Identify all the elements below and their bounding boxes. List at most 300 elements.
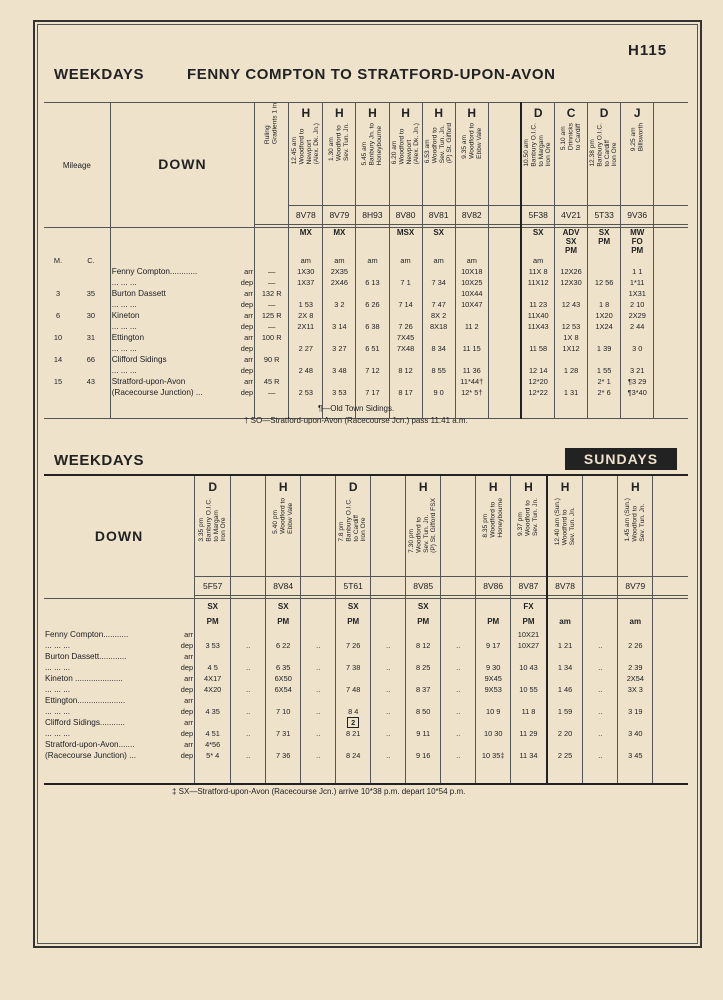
time-cell-text: ..: [598, 751, 603, 760]
am-pm: [521, 255, 554, 266]
blank-col: [654, 266, 688, 277]
headcode-text: 5F38: [528, 209, 548, 220]
time-cell: [621, 387, 654, 398]
time-cell: [621, 299, 654, 310]
time-cell: [195, 750, 231, 761]
time-cell: [488, 299, 521, 310]
time-cell: [476, 640, 511, 651]
time-cell-text: 2X35: [330, 267, 348, 276]
time-cell: [521, 266, 554, 277]
arr-dep-text: dep: [180, 707, 194, 716]
headcode: [621, 206, 654, 225]
headcode-text: 5T61: [343, 580, 363, 591]
train-class: [301, 475, 336, 498]
time-cell: [476, 651, 511, 662]
time-cell: [336, 629, 371, 640]
time-cell-text: ..: [246, 641, 251, 650]
time-cell-text: ..: [246, 685, 251, 694]
time-cell: [231, 739, 266, 750]
time-cell: [422, 332, 455, 343]
gradient-text: 100 R: [261, 333, 282, 342]
time-cell: [488, 266, 521, 277]
time-cell: [621, 354, 654, 365]
time-cell-text: 2 39: [628, 663, 643, 672]
time-cell-text: 11X12: [527, 278, 549, 287]
miles: [44, 321, 72, 332]
days-code-text: SX: [347, 601, 359, 611]
blank-col: [653, 706, 688, 717]
time-cell: [289, 354, 323, 365]
time-cell-text: 7 31: [276, 729, 291, 738]
time-cell: [583, 750, 618, 761]
time-cell: [356, 354, 389, 365]
time-cell: [301, 662, 336, 673]
time-cell: [547, 684, 583, 695]
time-cell: [476, 673, 511, 684]
time-cell-text: 7 34: [431, 278, 446, 287]
days-code: [289, 228, 323, 256]
time-cell: [621, 321, 654, 332]
days-code: [554, 228, 587, 256]
headcode: [266, 577, 301, 596]
gradient-text: 90 R: [263, 355, 280, 364]
am-pm-text: PM: [206, 616, 219, 626]
blank-col: [653, 613, 688, 629]
time-cell: [488, 288, 521, 299]
time-cell: [231, 728, 266, 739]
time-cell: [336, 728, 371, 739]
am-pm-text: am: [334, 256, 345, 265]
train-class: [389, 103, 422, 124]
time-cell-text: 1 53: [298, 300, 313, 309]
time-cell-text: 2X29: [628, 311, 646, 320]
time-cell-text: 3 27: [332, 344, 347, 353]
time-cell: [301, 640, 336, 651]
train-description-text: 8.35 pm Woodford to Honeybourne: [482, 498, 504, 538]
train-class-text: H: [488, 479, 498, 494]
time-cell: [554, 277, 587, 288]
arr-dep: [150, 750, 195, 761]
weekdays-heading-2: WEEKDAYS: [54, 452, 145, 469]
time-cell: [583, 717, 618, 728]
time-cell-text: ..: [386, 707, 391, 716]
train-class: [266, 475, 301, 498]
time-cell-text: 4 35: [205, 707, 220, 716]
headcode: [289, 206, 323, 225]
time-cell-text: 2X11: [297, 322, 315, 331]
time-cell-text: 1X24: [595, 322, 613, 331]
time-cell: [618, 739, 653, 750]
time-cell: [289, 321, 323, 332]
time-cell: [618, 651, 653, 662]
time-cell: [195, 629, 231, 640]
time-cell: [356, 365, 389, 376]
blank: [44, 228, 72, 256]
filler: [488, 398, 521, 419]
am-pm: [455, 255, 488, 266]
time-cell-text: 5* 4: [206, 751, 220, 760]
gradient: [255, 365, 289, 376]
arr-dep: arr: [244, 267, 254, 276]
time-cell: [356, 332, 389, 343]
time-cell: [618, 706, 653, 717]
t1-station-row: [44, 288, 688, 299]
headcode: [618, 577, 653, 596]
train-description: [554, 123, 587, 206]
miles-text: 10: [53, 333, 63, 342]
miles: [44, 299, 72, 310]
time-cell-text: 12 43: [561, 300, 581, 309]
time-cell: [371, 750, 406, 761]
time-cell: [488, 354, 521, 365]
station-name: [44, 684, 150, 695]
time-cell-text: 12X30: [560, 278, 582, 287]
time-cell: [323, 321, 356, 332]
station-name-text: ... ... ...: [45, 663, 71, 672]
time-cell-text: 7 17: [365, 388, 380, 397]
headcode: [547, 577, 583, 596]
time-cell: [476, 728, 511, 739]
time-cell-text: 10X27: [517, 641, 540, 650]
t2-station-row: [44, 651, 688, 662]
time-cell: [231, 684, 266, 695]
time-cell: [588, 376, 621, 387]
train-class-text: J: [633, 105, 641, 120]
time-cell-text: 11 58: [529, 344, 548, 353]
time-cell-text: 8 4: [348, 707, 359, 716]
time-cell: [547, 673, 583, 684]
time-cell: [455, 288, 488, 299]
headcode: [371, 577, 406, 596]
time-cell: [266, 684, 301, 695]
time-cell-text: 3 40: [628, 729, 643, 738]
filler: [110, 398, 254, 419]
time-cell: [554, 354, 587, 365]
time-cell: [301, 706, 336, 717]
chains: [72, 288, 110, 299]
time-cell-text: 3 48: [332, 366, 347, 375]
time-cell: [618, 728, 653, 739]
time-cell: [301, 739, 336, 750]
time-cell-text: 10X47: [461, 300, 483, 309]
t2-station-row: [44, 739, 688, 750]
am-pm: [488, 255, 521, 266]
days-code: [195, 599, 231, 614]
time-cell: [301, 629, 336, 640]
arr-dep: [150, 629, 195, 640]
time-cell-text: 2X46: [330, 278, 348, 287]
time-cell-text: 6 13: [365, 278, 380, 287]
time-cell: [521, 332, 554, 343]
time-cell: [336, 673, 371, 684]
arr-dep: arr: [244, 355, 254, 364]
time-cell-text: 11 34: [519, 751, 538, 760]
headcode-text: 9V36: [627, 209, 648, 220]
days-code: [455, 228, 488, 256]
time-cell-text: 8X 2: [431, 311, 447, 320]
filler: [406, 761, 441, 784]
time-cell-text: 9 11: [416, 729, 431, 738]
time-cell-text: 8 37: [416, 685, 431, 694]
headcode-text: 8V78: [295, 209, 316, 220]
time-cell: [618, 717, 653, 728]
am-pm: [618, 613, 653, 629]
station-label: Clifford Sidings: [111, 355, 167, 364]
time-cell: [323, 299, 356, 310]
t2-station-row: [44, 695, 688, 706]
train-class-text: D: [533, 105, 543, 120]
time-cell-text: 7 36: [276, 751, 291, 760]
filler: [44, 398, 72, 419]
miles-text: 14: [53, 355, 63, 364]
headcode: [554, 206, 587, 225]
station-name-text: ... ... ...: [45, 707, 71, 716]
t2-ampm-row: [44, 613, 688, 629]
train-description: [336, 498, 371, 577]
time-cell: [356, 288, 389, 299]
time-cell: [389, 343, 422, 354]
train-description: [588, 123, 621, 206]
time-cell: [521, 277, 554, 288]
train-class-text: H: [335, 105, 344, 120]
time-cell: [547, 629, 583, 640]
time-cell-text: 9 17: [486, 641, 501, 650]
miles: [44, 365, 72, 376]
time-cell-text: 9 16: [416, 751, 431, 760]
blank-col: [653, 629, 688, 640]
time-cell: [521, 354, 554, 365]
time-cell-text: ..: [456, 707, 461, 716]
time-cell-text: 2: [347, 717, 359, 728]
t2-station-row: [44, 750, 688, 761]
time-cell-text: 7 26: [398, 322, 413, 331]
headcode: [521, 206, 554, 225]
time-cell-text: ..: [246, 751, 251, 760]
train-description-text: 3.35 pm Banbury O.I.C. to Margam Iron Ore: [197, 498, 228, 542]
station-name: [110, 332, 254, 343]
chains-text: 31: [86, 333, 95, 342]
time-cell: [621, 343, 654, 354]
time-cell: [336, 717, 371, 728]
train-description: [621, 123, 654, 206]
time-cell-text: 8 25: [416, 663, 431, 672]
time-cell: [195, 717, 231, 728]
train-class-text: H: [278, 479, 288, 494]
time-cell: [583, 684, 618, 695]
time-cell-text: 2 44: [630, 322, 645, 331]
time-cell: [406, 629, 441, 640]
time-cell: [547, 750, 583, 761]
time-cell: [371, 739, 406, 750]
sundays-banner: SUNDAYS: [565, 448, 677, 470]
am-pm: [547, 613, 583, 629]
time-cell: [422, 277, 455, 288]
t2-class-row: [44, 475, 688, 498]
days-code: [301, 599, 336, 614]
note-sx-arrive: ‡ SX—Stratford-upon-Avon (Racecourse Jcn.) arrive 10*38 p.m. depart 10*54 p.m.: [172, 787, 466, 796]
time-cell: [389, 299, 422, 310]
time-cell-text: 8 21: [346, 729, 361, 738]
time-cell: [195, 651, 231, 662]
time-cell: [406, 684, 441, 695]
time-cell: [406, 640, 441, 651]
time-cell: [488, 365, 521, 376]
station-name: [44, 629, 150, 640]
time-cell: [511, 651, 547, 662]
time-cell: [547, 695, 583, 706]
train-description-text: 9.35 am Woodford to Ebbw Vale: [460, 123, 483, 159]
time-cell: [371, 717, 406, 728]
filler: [476, 761, 511, 784]
time-cell: [554, 376, 587, 387]
t2-station-row: [44, 728, 688, 739]
am-pm-text: am: [559, 616, 571, 626]
blank: [110, 255, 254, 266]
time-cell: [441, 651, 476, 662]
time-cell: [583, 728, 618, 739]
note-so-pass: † SO—Stratford-upon-Avon (Racecourse Jcn.) pass 11.41 a.m.: [244, 416, 468, 425]
time-cell: [422, 299, 455, 310]
time-cell-text: 8 55: [431, 366, 446, 375]
train-class-text: H: [401, 105, 410, 120]
days-code: [323, 228, 356, 256]
time-cell: [231, 662, 266, 673]
time-cell: [371, 662, 406, 673]
time-cell: [289, 299, 323, 310]
time-cell: [406, 695, 441, 706]
time-cell: [389, 354, 422, 365]
station-name: [110, 387, 254, 398]
time-cell-text: ..: [598, 707, 603, 716]
miles: [44, 387, 72, 398]
time-cell: [441, 695, 476, 706]
gradient: [255, 332, 289, 343]
t2-station-row: [44, 673, 688, 684]
time-cell-text: 4X20: [204, 685, 222, 694]
gradient-text: 125 R: [261, 311, 282, 320]
t1-class-row: [44, 103, 688, 124]
days-code: [231, 599, 266, 614]
time-cell: [266, 640, 301, 651]
chains: [72, 376, 110, 387]
days-code: [511, 599, 547, 614]
t1-station-row: [44, 332, 688, 343]
timetable-weekdays-2: [44, 474, 688, 785]
am-pm: [406, 613, 441, 629]
time-cell: [289, 266, 323, 277]
time-cell: [455, 332, 488, 343]
time-cell: [336, 640, 371, 651]
time-cell: [231, 640, 266, 651]
train-description: [356, 123, 389, 206]
time-cell: [406, 673, 441, 684]
time-cell: [231, 750, 266, 761]
time-cell: [618, 629, 653, 640]
page-number: H115: [628, 42, 668, 59]
time-cell-text: 1*11: [629, 278, 645, 287]
time-cell: [266, 706, 301, 717]
time-cell-text: 7 26: [346, 641, 361, 650]
time-cell: [441, 673, 476, 684]
station-name: [110, 365, 254, 376]
time-cell: [521, 321, 554, 332]
time-cell-text: 2 53: [298, 388, 313, 397]
time-cell: [476, 629, 511, 640]
train-description: [301, 498, 336, 577]
am-pm: [621, 255, 654, 266]
time-cell: [356, 266, 389, 277]
days-code-text: ADV SX PM: [562, 228, 580, 255]
station-name: [110, 277, 254, 288]
time-cell: [389, 310, 422, 321]
time-cell: [476, 662, 511, 673]
train-description: [389, 123, 422, 206]
time-cell: [621, 310, 654, 321]
blank-col: [654, 332, 688, 343]
arr-dep: [150, 695, 195, 706]
time-cell: [389, 365, 422, 376]
time-cell: [476, 750, 511, 761]
time-cell-text: 9X53: [484, 685, 502, 694]
time-cell: [323, 387, 356, 398]
filler: [547, 761, 583, 784]
time-cell: [371, 629, 406, 640]
train-description: [266, 498, 301, 577]
station-label: ... ... ...: [111, 322, 137, 331]
blank-col: [654, 299, 688, 310]
chains-text: 35: [86, 289, 95, 298]
blank-col: [653, 717, 688, 728]
time-cell-text: 10 55: [519, 685, 538, 694]
time-cell-text: ..: [316, 663, 321, 672]
headcode: [476, 577, 511, 596]
blank-col: [653, 651, 688, 662]
time-cell: [323, 354, 356, 365]
time-cell: [441, 706, 476, 717]
arr-dep: arr: [244, 289, 254, 298]
headcode-text: 8V87: [518, 580, 539, 591]
time-cell-text: 1X 8: [563, 333, 579, 342]
train-class: [422, 103, 455, 124]
time-cell: [583, 739, 618, 750]
time-cell-text: 7 10: [276, 707, 291, 716]
headcode-text: 8V86: [483, 580, 504, 591]
time-cell: [455, 365, 488, 376]
t1-station-row: [44, 266, 688, 277]
gradient: [255, 266, 289, 277]
t1-station-row: [44, 343, 688, 354]
train-description-text: 6.53 am Woodford to Sev. Tun. Jn. (P) St. Gifford: [423, 123, 454, 164]
time-cell: [588, 387, 621, 398]
train-description-text: 10.50 am Banbury O.I.C. to Margam Iron Ore: [523, 123, 553, 167]
train-description: [476, 498, 511, 577]
blank: [150, 599, 195, 614]
gradient: [255, 321, 289, 332]
route-title: FENNY COMPTON TO STRATFORD-UPON-AVON: [187, 66, 556, 83]
station-name: [110, 288, 254, 299]
time-cell-text: 2 26: [628, 641, 643, 650]
headcode-text: 8H93: [362, 209, 383, 220]
time-cell: [583, 706, 618, 717]
time-cell: [356, 277, 389, 288]
time-cell: [455, 376, 488, 387]
t2-station-row: [44, 629, 688, 640]
time-cell: [554, 321, 587, 332]
time-cell: [371, 684, 406, 695]
blank-col: [654, 288, 688, 299]
miles: [44, 277, 72, 288]
arr-dep-text: arr: [184, 718, 194, 727]
